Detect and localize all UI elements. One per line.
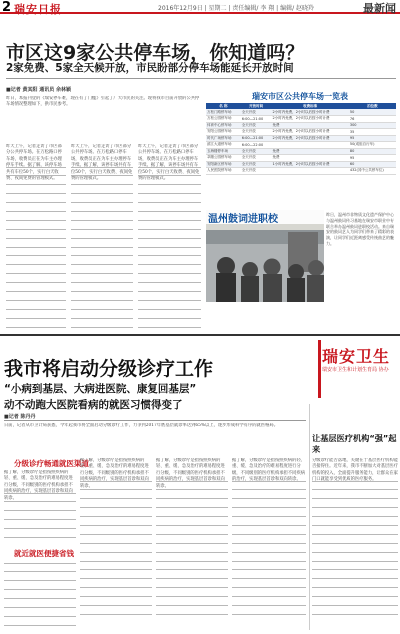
table-cell: 2小时内免费，2小时以后按小时计费 (272, 135, 349, 142)
sidebar-headline: 让基层医疗机构“强”起来 (312, 433, 397, 454)
table-cell: 300 (349, 122, 396, 129)
article2-headline: 我市将启动分级诊疗工作 (4, 358, 214, 380)
table-cell: 50 (349, 109, 396, 116)
table-cell: 全天开放 (241, 129, 272, 136)
health-logo-subtitle: 瑞安市卫生和计划生育局 协办 (322, 367, 389, 373)
article2-byline: ■记者 陈丹丹 (4, 414, 36, 420)
article1-subheadline: 2家免费、5家全天候开放，市民盼部分停车场能延长开放时间 (6, 62, 294, 74)
article2-lead: 日前，记者从市卫计局获悉，今年起我市将全面启动分级诊疗工作，力争到2017年底基层就诊率达到65%以上，逐步形成科学有序的就医格局。 (4, 423, 278, 428)
page-number: 2 (2, 0, 12, 15)
article2-text-lines (4, 560, 76, 630)
divider (6, 78, 396, 79)
article1-body-col1: 昨天上午，记者走访了市区部分公共停车场。在万松路口停车场，收费员正在为车主办理停车手续。据了解，该停车场共有车位50个，实行白天收费、夜间免费的管理模式。 (6, 144, 62, 182)
table-cell: 万松门路停车场 (206, 109, 241, 116)
sidebar-text-lines (312, 478, 398, 630)
table-cell: 80 (349, 148, 396, 155)
column-header: 泊位数 (349, 103, 396, 109)
article1-byline: ■记者 黄其阳 通讯员 余林颖 (6, 87, 71, 93)
table-cell: 时代广场停车场 (206, 135, 241, 142)
article2-body-col1: 据了解，分级诊疗是指按照疾病的轻、重、缓、急及治疗的难易程度进行分级，不同级别的医疗机构承担不同疾病的治疗，实现基层首诊和双向转诊。 (4, 470, 73, 501)
table-cell: 2小时内免费，2小时以后按小时计费 (272, 109, 349, 116)
article1-intro: 昨日，本报刊登的《瑞安停车难，现在有了门槛》引起了广大市民的关注。现将我市目前开放的公共停车场情况整理如下，供市民参考。 (6, 96, 200, 108)
article1-text-lines (6, 164, 66, 350)
column-header: 收费标准 (272, 103, 349, 109)
article1-text-lines (71, 164, 133, 350)
table-row (206, 168, 396, 175)
table-cell: 安阳新区停车场 (206, 161, 241, 168)
column-header: 名 称 (206, 103, 241, 109)
table-cell: 免费 (272, 155, 349, 162)
article2-subheadline-2: 动不动跑大医院看病的就医习惯得变了 (4, 399, 183, 411)
table-cell: 95 (349, 135, 396, 142)
article2-text-lines (4, 490, 76, 544)
table-cell: 2小时内免费，2小时以后按小时计费 (272, 116, 349, 123)
column-rule (309, 404, 310, 630)
table-cell: 全天开放 (241, 155, 272, 162)
table-cell: 432(其中公共停车位) (349, 168, 396, 175)
article2-body-col3: 据了解，分级诊疗是指按照疾病的轻、重、缓、急及治疗的难易程度进行分级，不同级别的医疗机构承担不同疾病的治疗，实现基层首诊和双向转诊。 (156, 458, 225, 489)
article2-text-lines (156, 478, 228, 630)
sidebar-body: 分级诊疗能否落地，关键在于基层医疗机构能否接得住。近年来，我市不断加大对基层医疗机构的投入，全面提升服务能力，让群众在家门口就能享受到优质的医疗服务。 (312, 458, 398, 483)
photo-title: 温州鼓词进职校 (208, 214, 278, 225)
table-cell: 滨江大道停车场 (206, 142, 241, 149)
table-cell: 万松公园停车场 (206, 116, 241, 123)
table-cell: 76 (349, 116, 396, 123)
article2-subheadline-1: “小病到基层、大病进医院、康复回基层” (4, 383, 197, 395)
table-cell: 全天开放 (241, 122, 272, 129)
table-cell: 全天开放 (241, 168, 272, 175)
parking-table-title: 瑞安市区公共停车场一览表 (252, 92, 348, 101)
table-cell: 体育中心停车场 (206, 122, 241, 129)
table-cell: 免费 (272, 122, 349, 129)
section-divider (0, 334, 400, 336)
table-cell: 玉海楼停车场 (206, 148, 241, 155)
column-header: 开放时间 (241, 103, 272, 109)
section-title: 最新闻 (363, 2, 396, 15)
table-cell: 60 (349, 161, 396, 168)
article2-section-1: 分级诊疗畅通就医渠道 (14, 459, 89, 468)
date-line: 2016年12月9日 | 星期二 | 责任编辑/ 李 翔 | 编辑/ 赵晓羚 (158, 5, 314, 12)
table-cell: 2小时内免费，2小时以后按小时计费 (272, 129, 349, 136)
table-cell: 35 (349, 129, 396, 136)
newspaper-name: 瑞安日报 (14, 3, 62, 16)
table-cell: 6:00—21:00 (241, 116, 272, 123)
article1-body-col3: 昨天上午，记者走访了市区部分公共停车场。在万松路口停车场，收费员正在为车主办理停车手续。据了解，该停车场共有车位50个，实行白天收费、夜间免费的管理模式。 (138, 144, 200, 182)
article2-section-2: 就近就医便捷省钱 (14, 549, 74, 558)
article2-body-col2: 据了解，分级诊疗是指按照疾病的轻、重、缓、急及治疗的难易程度进行分级，不同级别的医疗机构承担不同疾病的治疗，实现基层首诊和双向转诊。 (80, 458, 149, 489)
table-cell: 95 (349, 155, 396, 162)
table-cell: 全天开放 (241, 148, 272, 155)
table-cell (272, 168, 349, 175)
article1-body-col2: 昨天上午，记者走访了市区部分公共停车场。在万松路口停车场，收费员正在为车主办理停车手续。据了解，该停车场共有车位50个，实行白天收费、夜间免费的管理模式。 (71, 144, 133, 182)
table-cell: 1小时内免费，2小时以后按小时计费 (272, 161, 349, 168)
article2-text-lines (232, 478, 306, 630)
table-cell: 安阳公园停车场 (206, 129, 241, 136)
table-cell: 6:00—22:00 (241, 142, 272, 149)
article2-body-col4: 据了解，分级诊疗是指按照疾病的轻、重、缓、急及治疗的难易程度进行分级，不同级别的医疗机构承担不同疾病的治疗，实现基层首诊和双向转诊。 (232, 458, 306, 483)
divider (4, 420, 306, 421)
table-cell: 免费 (272, 148, 349, 155)
table-cell: 人民医院停车场 (206, 168, 241, 175)
table-cell: 全天开放 (241, 109, 272, 116)
table-cell: 莘塍公园停车场 (206, 155, 241, 162)
table-cell: 50(成组自行车) (349, 142, 396, 149)
article1-headline: 市区这9家公共停车场，你知道吗？ (6, 42, 305, 64)
parking-table (206, 103, 396, 175)
table-cell: 全天开放 (241, 161, 272, 168)
photo-caption: 昨日，温州市非物质文化遗产保护中心与温州鼓词传习基地在瑞安市职业中专联合举办温州鼓词进职校活动。来自瑞安的鼓词艺人为同学们带来了精彩的表演，让同学们近距离感受传统曲艺的魅力。 (326, 212, 394, 246)
article2-text-lines (80, 478, 152, 630)
health-logo-title: 瑞安卫生 (322, 347, 391, 366)
table-cell: 6:00—21:00 (241, 135, 272, 142)
article1-text-lines (138, 164, 201, 350)
